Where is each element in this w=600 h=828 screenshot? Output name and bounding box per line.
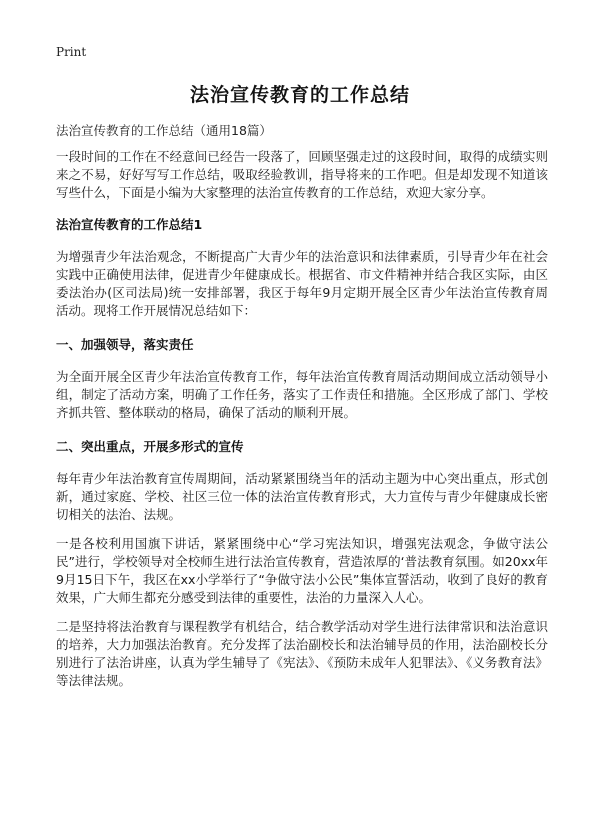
heading-strengthen-leadership: 一、加强领导，落实责任	[56, 337, 194, 352]
document-subtitle: 法治宣传教育的工作总结（通用18篇）	[56, 123, 272, 138]
paragraph-focus: 每年青少年法治教育宣传周期间，活动紧紧围绕当年的活动主题为中心突出重点，形式创新，通过家庭、学校、社区三位一体的法治宣传教育形式，大力宣传与青少年健康成长密切相关的法治、法规。	[56, 471, 548, 522]
section-1-paragraph: 为增强青少年法治观念，不断提高广大青少年的法治意识和法律素质，引导青少年在社会实践中正确使用法律，促进青少年健康成长。根据省、市文件精神并结合我区实际，由区委法治办(区司法局)统一安排部署，我区于每年9月定期开展全区青少年法治宣传教育周活动。现将工作开展情况总结如下：	[56, 249, 548, 318]
page-title: 法治宣传教育的工作总结	[189, 84, 410, 106]
paragraph-leadership: 为全面开展全区青少年法治宣传教育工作，每年法治宣传教育周活动期间成立活动领导小组，制定了活动方案，明确了工作任务，落实了工作责任和措施。全区形成了部门、学校齐抓共管、整体联动的格局，确保了活动的顺利开展。	[56, 369, 548, 420]
intro-paragraph: 一段时间的工作在不经意间已经告一段落了，回顾坚强走过的这段时间，取得的成绩实则来之不易，好好写写工作总结，吸取经验教训，指导将来的工作吧。但是却发现不知道该写些什么，下面是小编为大家整理的法治宣传教育的工作总结，欢迎大家分享。	[56, 149, 548, 200]
paragraph-flag-speech: 一是各校利用国旗下讲话，紧紧围绕中心“学习宪法知识，增强宪法观念，争做守法公民”进行，学校领导对全校师生进行法治宣传教育，营造浓厚的‘普法教育氛围。如20xx年9月15日下午，我区在xx小学举行了“争做守法小公民”集体宣誓活动，收到了良好的教育效果，广大师生都充分感受到法律的重要性，法治的力量深入人心。	[56, 536, 548, 605]
paragraph-curriculum: 二是坚持将法治教育与课程教学有机结合，结合教学活动对学生进行法律常识和法治意识的培养，大力加强法治教育。充分发挥了法治副校长和法治辅导员的作用，法治副校长分别进行了法治讲座，认真为学生辅导了《宪法》、《预防未成年人犯罪法》、《义务教育法》等法律法规。	[56, 619, 548, 688]
document-body	[56, 148, 548, 701]
print-link[interactable]: Print	[56, 45, 87, 59]
heading-highlight-focus: 二、突出重点，开展多形式的宣传	[56, 439, 244, 454]
section-heading-1: 法治宣传教育的工作总结1	[56, 217, 203, 232]
